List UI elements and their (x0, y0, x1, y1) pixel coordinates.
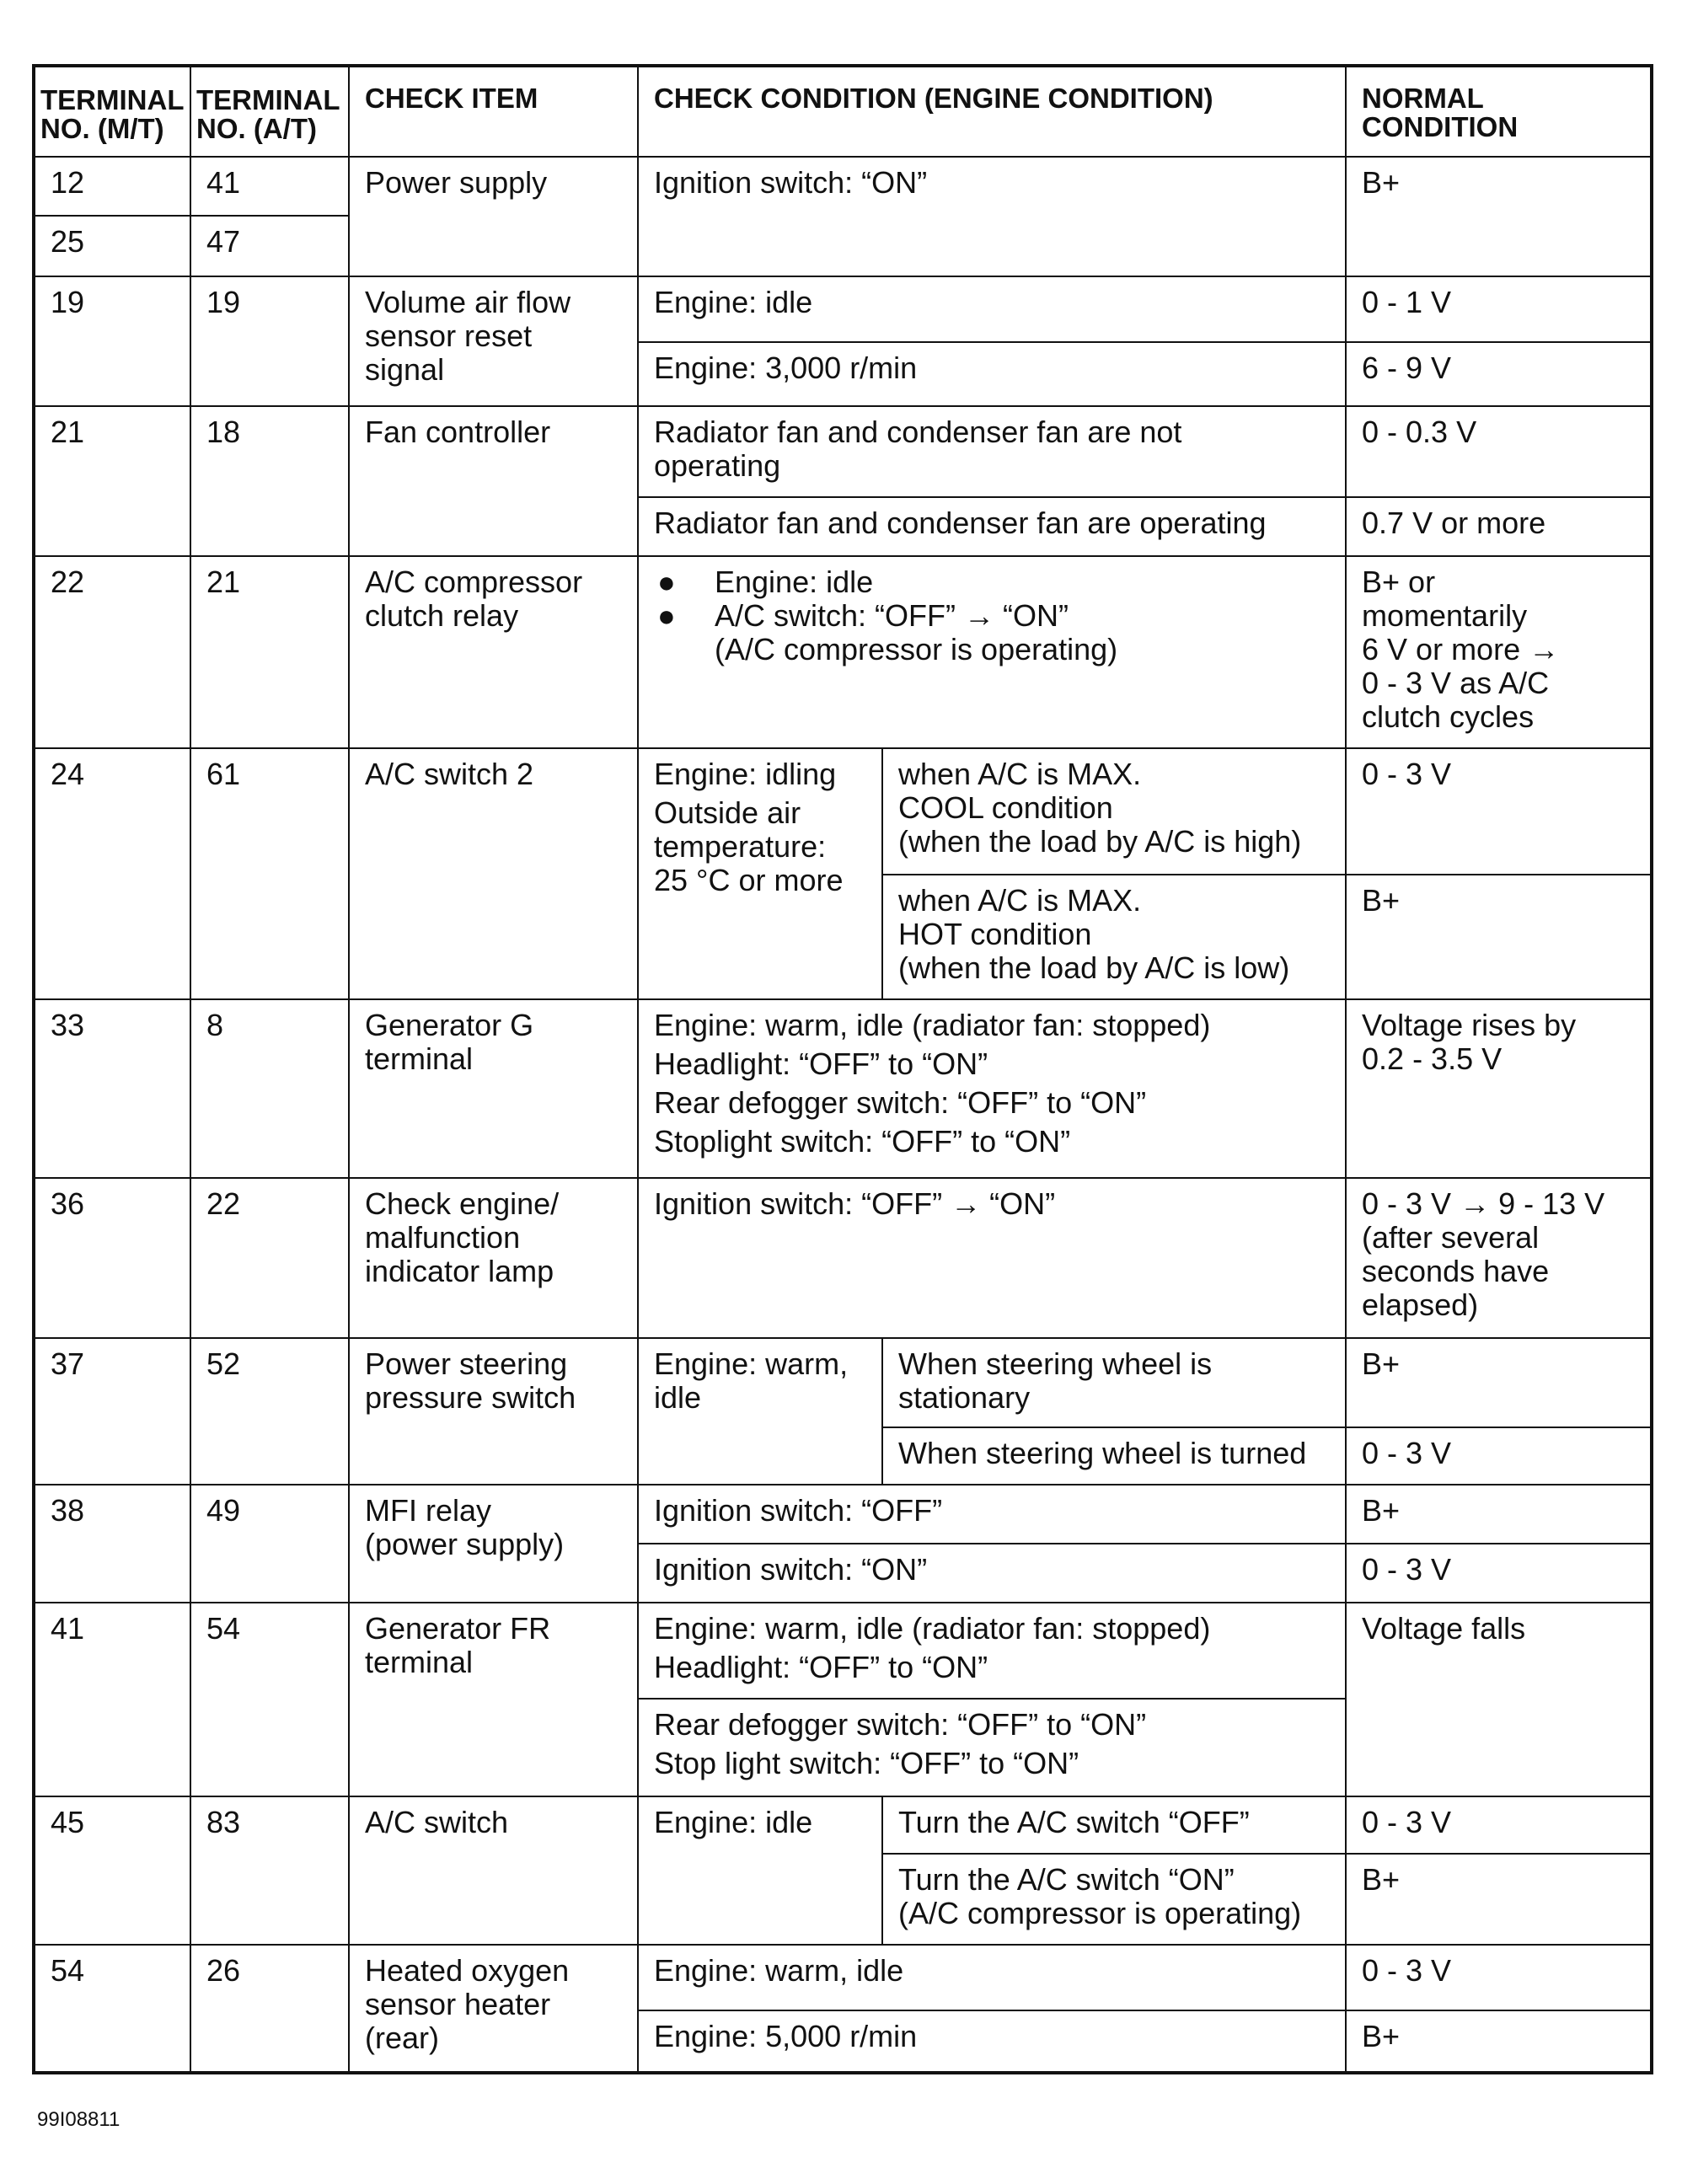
table-row (34, 406, 1652, 497)
header-row (34, 66, 1652, 157)
check-item: Heated oxygen sensor heater (rear) (349, 1945, 638, 2073)
normal-condition: 0 - 3 V (1346, 1945, 1652, 2010)
header-check-item: CHECK ITEM (349, 66, 638, 157)
bullet-item: ● Engine: idle (657, 565, 874, 599)
terminal-mt: 54 (34, 1945, 190, 2073)
check-item: Generator G terminal (349, 999, 638, 1178)
header-terminal-mt: TERMINAL NO. (M/T) (34, 66, 190, 157)
normal-condition: 6 - 9 V (1346, 342, 1652, 406)
terminal-at: 49 (190, 1485, 349, 1603)
check-condition (638, 556, 1346, 748)
check-condition: Engine: idling Outside air temperature: 25 °C or more (638, 748, 882, 999)
terminal-at: 21 (190, 556, 349, 748)
terminal-mt: 36 (34, 1178, 190, 1338)
normal-condition: Voltage rises by 0.2 - 3.5 V (1346, 999, 1652, 1178)
terminal-at: 19 (190, 276, 349, 406)
check-condition: Ignition switch: “ON” (638, 157, 1346, 276)
check-item: Power supply (349, 157, 638, 276)
check-item: A/C switch 2 (349, 748, 638, 999)
check-subcondition: When steering wheel is turned (882, 1427, 1346, 1485)
terminal-mt: 37 (34, 1338, 190, 1485)
table-row (34, 556, 1652, 748)
normal-condition: 0.7 V or more (1346, 497, 1652, 556)
check-item: Check engine/ malfunction indicator lamp (349, 1178, 638, 1338)
check-item: Power steering pressure switch (349, 1338, 638, 1485)
bullet-item: ● A/C switch: “OFF” → “ON” (A/C compressor is operating) (657, 598, 1118, 666)
figure-code: 99I08811 (37, 2108, 121, 2131)
header-terminal-at: TERMINAL NO. (A/T) (190, 66, 349, 157)
terminal-at: 18 (190, 406, 349, 556)
normal-condition: B+ (1346, 875, 1652, 999)
table-row (34, 1178, 1652, 1338)
check-condition: Engine: 5,000 r/min (638, 2010, 1346, 2073)
check-condition: Radiator fan and condenser fan are operating (638, 497, 1346, 556)
normal-condition: 0 - 3 V (1346, 1796, 1652, 1854)
terminal-at: 22 (190, 1178, 349, 1338)
header-check-condition: CHECK CONDITION (ENGINE CONDITION) (638, 66, 1346, 157)
normal-condition: B+ (1346, 2010, 1652, 2073)
terminal-at: 8 (190, 999, 349, 1178)
check-item: Generator FR terminal (349, 1603, 638, 1796)
terminal-mt: 21 (34, 406, 190, 556)
normal-condition: 0 - 3 V (1346, 1427, 1652, 1485)
check-item: A/C switch (349, 1796, 638, 1945)
normal-condition: 0 - 3 V (1346, 748, 1652, 875)
table-row (34, 157, 1652, 216)
terminal-mt: 19 (34, 276, 190, 406)
normal-condition: B+ (1346, 1854, 1652, 1945)
terminal-mt: 41 (34, 1603, 190, 1796)
table-row (34, 1796, 1652, 1854)
check-subcondition: When steering wheel is stationary (882, 1338, 1346, 1427)
check-condition: Ignition switch: “ON” (638, 1544, 1346, 1603)
check-condition: Engine: warm, idle (638, 1338, 882, 1485)
check-condition: Engine: warm, idle (radiator fan: stopped) Headlight: “OFF” to “ON” (638, 1603, 1346, 1699)
normal-condition: 0 - 0.3 V (1346, 406, 1652, 497)
check-condition: Ignition switch: “OFF” (638, 1485, 1346, 1544)
normal-condition: B+ (1346, 1338, 1652, 1427)
check-item: MFI relay (power supply) (349, 1485, 638, 1603)
table-row (34, 748, 1652, 875)
normal-condition: B+ (1346, 1485, 1652, 1544)
check-subcondition: when A/C is MAX. HOT condition (when the load by A/C is low) (882, 875, 1346, 999)
table-row (34, 1338, 1652, 1427)
check-condition: Engine: idle (638, 1796, 882, 1945)
terminal-at: 41 (190, 157, 349, 216)
normal-condition: 0 - 3 V → 9 - 13 V (after several seconds have elapsed) (1346, 1178, 1652, 1338)
normal-condition: 0 - 1 V (1346, 276, 1652, 342)
check-condition: Engine: idle (638, 276, 1346, 342)
check-condition: Engine: warm, idle (638, 1945, 1346, 2010)
bullet-icon: ● (657, 565, 676, 599)
terminal-mt: 22 (34, 556, 190, 748)
terminal-at: 26 (190, 1945, 349, 2073)
table-row (34, 999, 1652, 1178)
terminal-at: 52 (190, 1338, 349, 1485)
check-subcondition: Turn the A/C switch “ON” (A/C compressor is operating) (882, 1854, 1346, 1945)
terminal-mt: 24 (34, 748, 190, 999)
terminal-mt: 45 (34, 1796, 190, 1945)
terminal-at: 54 (190, 1603, 349, 1796)
table-row (34, 1945, 1652, 2010)
check-subcondition: Turn the A/C switch “OFF” (882, 1796, 1346, 1854)
terminal-at: 83 (190, 1796, 349, 1945)
check-item: Fan controller (349, 406, 638, 556)
table-row (34, 1485, 1652, 1544)
normal-condition: B+ or momentarily 6 V or more → 0 - 3 V as A/C clutch cycles (1346, 556, 1652, 748)
check-item: Volume air flow sensor reset signal (349, 276, 638, 406)
check-condition: Engine: 3,000 r/min (638, 342, 1346, 406)
check-subcondition: when A/C is MAX. COOL condition (when the load by A/C is high) (882, 748, 1346, 875)
check-condition: Engine: warm, idle (radiator fan: stopped) Headlight: “OFF” to “ON” Rear defogger switch: “OFF” to “ON” Stoplight switch: “OFF” to “ON” (638, 999, 1346, 1178)
terminal-mt: 25 (34, 216, 190, 276)
check-item: A/C compressor clutch relay (349, 556, 638, 748)
terminal-mt: 12 (34, 157, 190, 216)
check-condition: Rear defogger switch: “OFF” to “ON” Stop light switch: “OFF” to “ON” (638, 1699, 1346, 1796)
check-condition: Ignition switch: “OFF” → “ON” (638, 1178, 1346, 1338)
header-normal-condition: NORMAL CONDITION (1346, 66, 1652, 157)
terminal-check-table (32, 64, 1653, 2074)
normal-condition: B+ (1346, 157, 1652, 276)
table-row (34, 276, 1652, 342)
terminal-at: 47 (190, 216, 349, 276)
terminal-at: 61 (190, 748, 349, 999)
terminal-mt: 33 (34, 999, 190, 1178)
check-condition: Radiator fan and condenser fan are not operating (638, 406, 1346, 497)
table-row (34, 1603, 1652, 1699)
terminal-mt: 38 (34, 1485, 190, 1603)
normal-condition: 0 - 3 V (1346, 1544, 1652, 1603)
bullet-icon: ● (657, 598, 676, 633)
normal-condition: Voltage falls (1346, 1603, 1652, 1796)
